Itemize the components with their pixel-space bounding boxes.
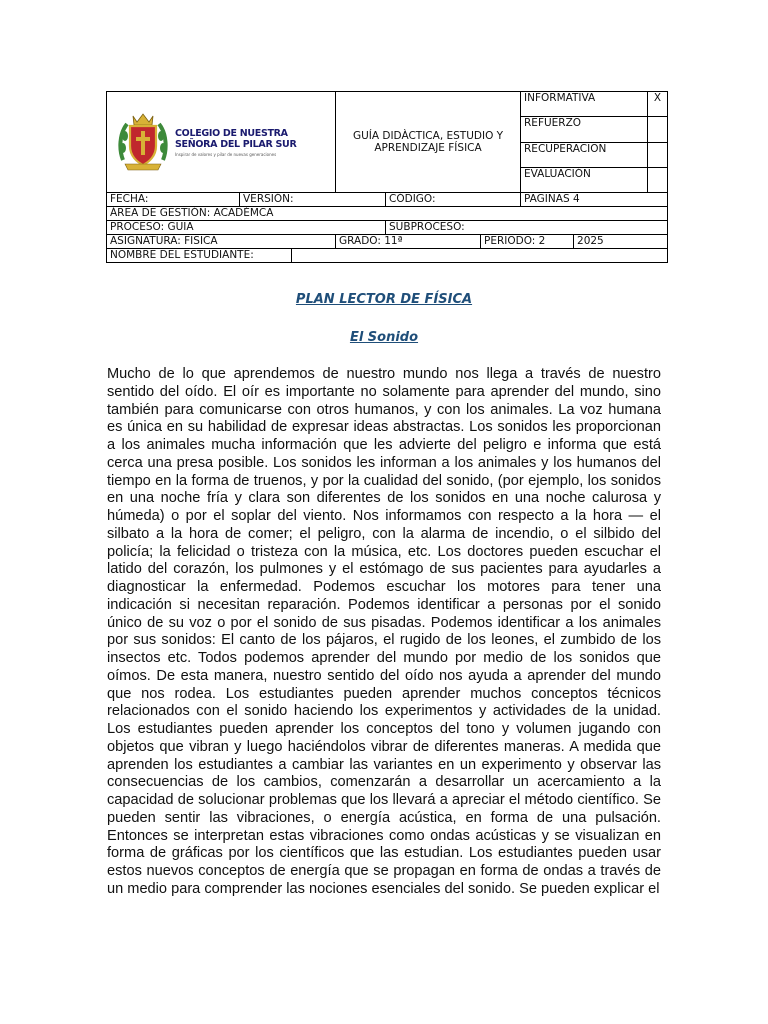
version-field: VERSIÓN: <box>240 193 386 207</box>
fecha-field: FECHA: <box>107 193 240 207</box>
codigo-field: CÓDIGO: <box>386 193 521 207</box>
year-field: 2025 <box>574 235 668 249</box>
asignatura-field: ASIGNATURA: FISICA <box>107 235 336 249</box>
type-label-informativa: INFORMATIVA <box>521 92 648 117</box>
type-label-refuerzo: REFUERZO <box>521 117 648 142</box>
body-paragraph: Mucho de lo que aprendemos de nuestro mundo nos llega a través de nuestro sentido del oído. El oír es importante no solamente para aprender del mundo, sino también para comunicarse con otros humanos, y con los animales. La voz humana es única en su habilidad de expresar ideas abstractas. Los sonidos les proporcionan a los animales mucha información que les advierte del peligro e informa que está cerca una presa posible. Los sonidos les informan a los animales y los humanos del tiempo en la forma de truenos, y por la cualidad del sonido, (por ejemplo, los sonidos en una noche fría y clara son diferentes de los sonidos en una noche calurosa y húmeda) o por el soplar del viento. Nos informamos con respecto a la hora — el silbato a la hora de comer; el peligro, con la alarma de incendio, o el silbido del policía; la felicidad o tristeza con la música, etc. Los doctores pueden escuchar el latido del corazón, los pulmones y el estómago de sus pacientes para ayudarles a diagnosticar la enfermedad. Podemos escuchar los motores para tener una indicación si necesitan reparación. Podemos identificar a personas por el sonido único de su voz o por el sonido de sus pisadas. Podemos identificar a los animales por sus sonidos: El canto de los pájaros, el rugido de los leones, el zumbido de los insectos etc. Todos podemos aprender del mundo por medio de los sonidos que oímos. De esta manera, nuestro sentido del oído nos ayuda a aprender del mundo que nos rodea. Los estudiantes pueden aprender muchos conceptos técnicos relacionados con el sonido haciendo los experimentos y actividades de la unidad. Los estudiantes pueden aprender los conceptos del tono y volumen jugando con objetos que vibran y luego haciéndolos vibrar de diferentes maneras. A medida que aprenden los estudiantes a cambiar las variantes en un experimento y observar las consecuencias de los cambios, comenzarán a desarrollar un acercamiento a la capacidad de solucionar problemas que los llevará a apreciar el método científico. Se pueden sentir las vibraciones, o energía acústica, en forma de una pulsación. Entonces se interpretan estas vibraciones como ondas acústicas y se visualizan en forma de gráficas por los científicos que las estudian. Los estudiantes pueden usar estos nuevos conceptos de energía que se propagan en forma de ondas a través de un medio para comprender las nociones esenciales del sonido. Se pueden explicar el <box>107 366 661 897</box>
type-label-recuperacion: RECUPERACION <box>521 142 648 167</box>
document-subtitle: El Sonido <box>349 330 419 345</box>
type-mark-recuperacion <box>648 142 668 167</box>
paginas-field: PAGINAS 4 <box>521 193 668 207</box>
document-title: PLAN LECTOR DE FÍSICA <box>295 292 473 307</box>
type-mark-refuerzo <box>648 117 668 142</box>
type-mark-evaluacion <box>648 167 668 192</box>
type-label-evaluacion: EVALUACIÓN <box>521 167 648 192</box>
logo-cell <box>107 92 336 193</box>
proceso-field: PROCESO: GUIA <box>107 221 386 235</box>
nombre-estudiante-label: NOMBRE DEL ESTUDIANTE: <box>107 249 292 263</box>
institution-slogan: Inspirar de valores y pilar de nuevas generaciones <box>175 151 277 157</box>
subproceso-field: SUBPROCESO: <box>386 221 668 235</box>
type-mark-informativa: X <box>648 92 668 117</box>
institution-name-line-2: SEÑORA DEL PILAR SUR <box>175 138 297 150</box>
periodo-field: PERIODO: 2 <box>481 235 574 249</box>
area-gestion-field: ÁREA DE GESTIÓN: ACADÉMCA <box>107 207 668 221</box>
guide-title: GUÍA DIDÀCTICA, ESTUDIO Y APRENDIZAJE FÍSICA <box>336 92 521 193</box>
institution-name-line-1: COLEGIO DE NUESTRA <box>175 127 288 139</box>
document-header-table <box>106 91 668 263</box>
nombre-estudiante-value <box>292 249 668 263</box>
grado-field: GRADO: 11ª <box>336 235 481 249</box>
school-crest-icon <box>117 110 169 174</box>
